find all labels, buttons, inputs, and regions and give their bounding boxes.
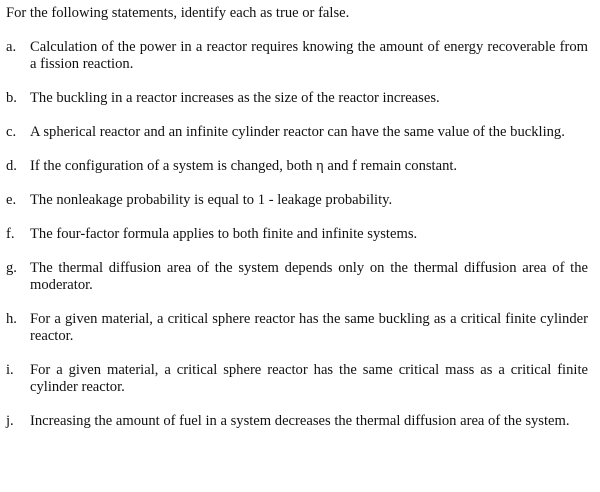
statement-letter: h.	[6, 311, 17, 327]
instructions: For the following statements, identify each as true or false.	[6, 5, 350, 21]
statement-list	[6, 39, 588, 430]
statement-item	[6, 413, 588, 430]
statement-text: For a given material, a critical sphere reactor has the same buckling as a critical finite cylinder reactor.	[30, 311, 588, 344]
statement-item	[6, 260, 588, 294]
statement-item	[6, 39, 588, 73]
statement-letter: j.	[6, 413, 14, 429]
statement-item	[6, 226, 588, 243]
statement-letter: c.	[6, 124, 17, 140]
statement-letter: i.	[6, 362, 14, 378]
statement-item	[6, 124, 588, 141]
statement-text: A spherical reactor and an infinite cylinder reactor can have the same value of the buckling.	[30, 124, 565, 140]
statement-item	[6, 362, 588, 396]
statement-text: The nonleakage probability is equal to 1 - leakage probability.	[30, 192, 393, 208]
statement-letter: f.	[6, 226, 15, 242]
statement-text: The thermal diffusion area of the system depends only on the thermal diffusion area of the moderator.	[30, 260, 588, 293]
statement-item	[6, 90, 588, 107]
statement-letter: g.	[6, 260, 17, 276]
statement-text: The four-factor formula applies to both finite and infinite systems.	[30, 226, 418, 242]
statement-text: If the configuration of a system is changed, both η and f remain constant.	[30, 158, 458, 174]
statement-letter: a.	[6, 39, 17, 55]
statement-text: The buckling in a reactor increases as the size of the reactor increases.	[30, 90, 440, 106]
statement-letter: d.	[6, 158, 17, 174]
statement-text: Calculation of the power in a reactor requires knowing the amount of energy recoverable from a fission reaction.	[30, 39, 588, 72]
statement-text: For a given material, a critical sphere reactor has the same critical mass as a critical finite cylinder reactor.	[30, 362, 588, 395]
statement-letter: b.	[6, 90, 17, 106]
statement-item	[6, 158, 588, 175]
statement-item	[6, 311, 588, 345]
statement-text: Increasing the amount of fuel in a system decreases the thermal diffusion area of the system.	[30, 413, 570, 429]
statement-letter: e.	[6, 192, 17, 208]
statement-item	[6, 192, 588, 209]
